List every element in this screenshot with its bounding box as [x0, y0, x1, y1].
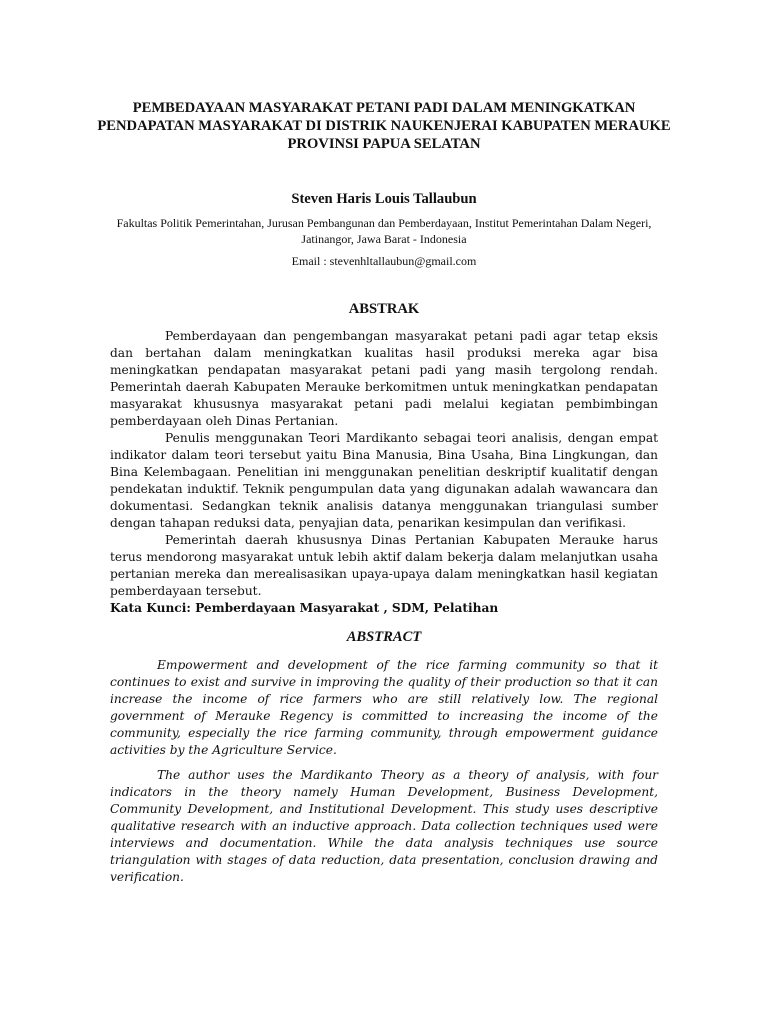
paper-title: PEMBEDAYAAN MASYARAKAT PETANI PADI DALAM MENINGKATKAN PENDAPATAN MASYARAKAT DI DISTRIK NAUKENJERAI KABUPATEN MERAUKE PROVINSI PAPUA SELATAN: [97, 100, 671, 152]
author-name: Steven Haris Louis Tallaubun: [291, 191, 477, 207]
abstract-paragraph-1: Empowerment and development of the rice farming community so that it continues to exist and survive in improving the quality of their production so that it can increase the income of rice farmers who are still relatively low. The regional government of Merauke Regency is committed to increasing the income of the community, especially the rice farming community, through empowerment guidance activities by the Agriculture Service.: [110, 658, 658, 757]
abstrak-paragraph-1: Pemberdayaan dan pengembangan masyarakat petani padi agar tetap eksis dan bertahan dalam meningkatkan kualitas hasil produksi mereka agar bisa meningkatkan pendapatan masyarakat petani padi yang masih tergolong rendah. Pemerintah daerah Kabupaten Merauke berkomitmen untuk meningkatkan pendapatan masyarakat khususnya masyarakat petani padi melalui kegiatan pembimbingan pemberdayaan oleh Dinas Pertanian.: [110, 329, 658, 428]
abstrak-paragraph-2: Penulis menggunakan Teori Mardikanto sebagai teori analisis, dengan empat indikator dalam teori tersebut yaitu Bina Manusia, Bina Usaha, Bina Lingkungan, dan Bina Kelembagaan. Penelitian ini menggunakan penelitian deskriptif kualitatif dengan pendekatan induktif. Teknik pengumpulan data yang digunakan adalah wawancara dan dokumentasi. Sedangkan teknik analisis datanya menggunakan triangulasi sumber dengan tahapan reduksi data, penyajian data, penarikan kesimpulan dan verifikasi.: [110, 431, 658, 530]
author-affiliation: Fakultas Politik Pemerintahan, Jurusan Pembangunan dan Pemberdayaan, Institut Pemerintahan Dalam Negeri, Jatinangor, Jawa Barat - Indonesia: [116, 216, 652, 246]
abstrak-body: [110, 328, 658, 617]
abstract-body: [110, 657, 658, 894]
abstract-heading: ABSTRACT: [346, 629, 422, 645]
abstrak-heading: ABSTRAK: [348, 301, 420, 317]
abstrak-paragraph-3: Pemerintah daerah khususnya Dinas Pertanian Kabupaten Merauke harus terus mendorong masyarakat untuk lebih aktif dalam bekerja dalam melanjutkan usaha pertanian mereka dan merealisasikan upaya-upaya dalam meningkatkan hasil kegiatan pemberdayaan tersebut.: [110, 533, 658, 598]
author-email: Email : stevenhltallaubun@gmail.com: [291, 254, 477, 268]
abstrak-keywords: Kata Kunci: Pemberdayaan Masyarakat , SDM, Pelatihan: [110, 601, 499, 615]
abstract-paragraph-2: The author uses the Mardikanto Theory as a theory of analysis, with four indicators in the theory namely Human Development, Business Development, Community Development, and Institutional Development. This study uses descriptive qualitative research with an inductive approach. Data collection techniques used were interviews and documentation. While the data analysis techniques use source triangulation with stages of data reduction, data presentation, conclusion drawing and verification.: [110, 768, 658, 884]
